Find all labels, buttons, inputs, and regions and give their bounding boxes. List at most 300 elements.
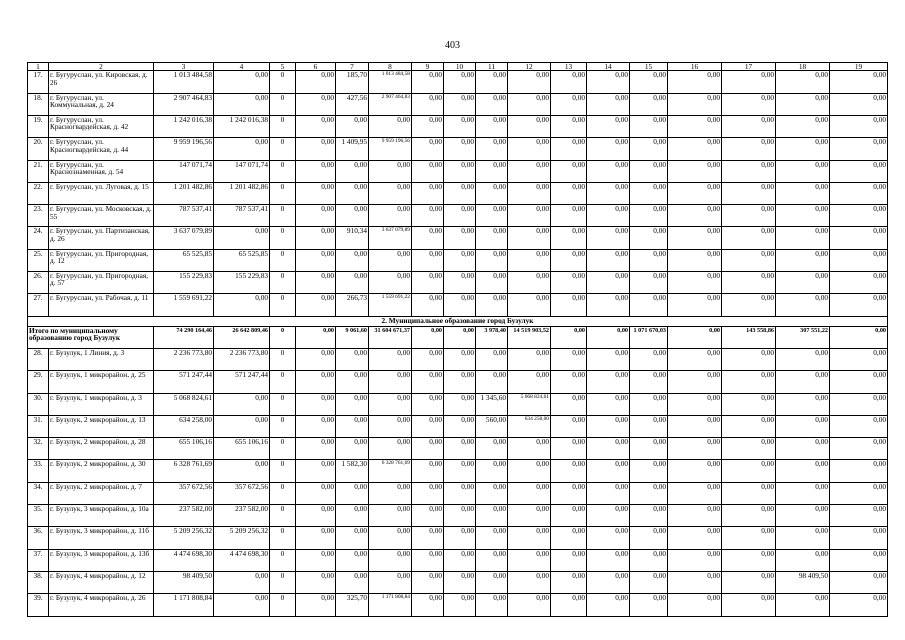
table-row	[28, 415, 888, 437]
value-cell: 0,00	[369, 505, 412, 527]
value-cell: 0,00	[722, 594, 776, 616]
value-cell: 560,00	[476, 415, 508, 437]
value-cell: 0,00	[776, 272, 830, 294]
value-cell: 0,00	[630, 160, 668, 182]
row-number: 31.	[28, 415, 49, 437]
row-number: 37.	[28, 549, 49, 571]
value-cell: 0,00	[587, 594, 630, 616]
value-cell: 0,00	[722, 182, 776, 204]
value-cell: 0,00	[551, 482, 587, 504]
value-cell: 0	[270, 272, 296, 294]
total-value: 14 519 903,52	[508, 326, 551, 348]
value-cell: 0,00	[551, 116, 587, 138]
value-cell: 0,00	[369, 249, 412, 271]
value-cell: 0,00	[508, 527, 551, 549]
value-cell: 266,73	[336, 294, 369, 316]
table-row	[28, 505, 888, 527]
value-cell: 0,00	[412, 415, 444, 437]
value-cell: 0,00	[444, 272, 476, 294]
value-cell: 0,00	[476, 371, 508, 393]
value-cell: 0,00	[444, 571, 476, 593]
value-cell: 0,00	[830, 371, 888, 393]
value-cell: 9 959 196,56	[369, 138, 412, 160]
value-cell: 0,00	[369, 571, 412, 593]
value-cell: 0,00	[776, 116, 830, 138]
value-cell: 0,00	[444, 415, 476, 437]
value-cell: 0,00	[722, 348, 776, 370]
address-cell: г. Бузулук, 4 микрорайон, д. 12	[49, 571, 154, 593]
row-number: 28.	[28, 348, 49, 370]
value-cell: 0	[270, 393, 296, 415]
header-row	[28, 63, 888, 71]
value-cell: 0,00	[296, 71, 336, 93]
value-cell: 2 236 773,80	[214, 348, 270, 370]
value-cell: 0	[270, 527, 296, 549]
value-cell: 0,00	[296, 594, 336, 616]
value-cell: 0,00	[830, 138, 888, 160]
address-cell: г. Бугуруслан, ул. Партизанская, д. 26	[49, 227, 154, 249]
value-cell: 0,00	[630, 549, 668, 571]
value-cell: 0	[270, 294, 296, 316]
value-cell: 237 582,00	[154, 505, 214, 527]
value-cell: 0,00	[776, 294, 830, 316]
value-cell: 0,00	[444, 249, 476, 271]
value-cell: 0,00	[214, 393, 270, 415]
value-cell: 0	[270, 460, 296, 482]
row-number: 20.	[28, 138, 49, 160]
value-cell: 0,00	[412, 371, 444, 393]
row-number: 26.	[28, 272, 49, 294]
value-cell: 0,00	[551, 549, 587, 571]
value-cell: 0,00	[722, 227, 776, 249]
value-cell: 0,00	[668, 294, 722, 316]
table-row	[28, 227, 888, 249]
address-cell: г. Бузулук, 2 микрорайон, д. 28	[49, 438, 154, 460]
value-cell: 0,00	[476, 205, 508, 227]
value-cell: 4 474 698,30	[214, 549, 270, 571]
value-cell: 0,00	[412, 594, 444, 616]
value-cell: 0,00	[630, 348, 668, 370]
value-cell: 0,00	[508, 249, 551, 271]
value-cell: 0,00	[587, 71, 630, 93]
column-header: 4	[214, 63, 270, 71]
value-cell: 0,00	[630, 527, 668, 549]
value-cell: 0,00	[214, 93, 270, 115]
value-cell: 0,00	[336, 371, 369, 393]
value-cell: 634 258,00	[154, 415, 214, 437]
value-cell: 0,00	[830, 393, 888, 415]
row-number: 25.	[28, 249, 49, 271]
value-cell: 0,00	[551, 527, 587, 549]
value-cell: 0,00	[412, 438, 444, 460]
value-cell: 0,00	[296, 272, 336, 294]
column-header: 5	[270, 63, 296, 71]
value-cell: 0,00	[668, 272, 722, 294]
value-cell: 0,00	[587, 393, 630, 415]
value-cell: 0,00	[296, 438, 336, 460]
value-cell: 0,00	[776, 594, 830, 616]
table-row	[28, 116, 888, 138]
value-cell: 0,00	[776, 438, 830, 460]
value-cell: 0,00	[412, 571, 444, 593]
value-cell: 0,00	[476, 71, 508, 93]
value-cell: 185,70	[336, 71, 369, 93]
value-cell: 65 525,85	[154, 249, 214, 271]
value-cell: 0,00	[830, 205, 888, 227]
value-cell: 787 537,41	[214, 205, 270, 227]
value-cell: 0,00	[722, 249, 776, 271]
value-cell: 0,00	[551, 460, 587, 482]
value-cell: 0,00	[412, 348, 444, 370]
value-cell: 0,00	[214, 71, 270, 93]
value-cell: 0,00	[336, 160, 369, 182]
table-row	[28, 71, 888, 93]
value-cell: 0,00	[508, 294, 551, 316]
value-cell: 0,00	[722, 160, 776, 182]
value-cell: 0,00	[296, 571, 336, 593]
value-cell: 0,00	[722, 460, 776, 482]
value-cell: 0,00	[336, 527, 369, 549]
value-cell: 0,00	[830, 348, 888, 370]
value-cell: 98 409,50	[154, 571, 214, 593]
value-cell: 0,00	[412, 205, 444, 227]
value-cell: 1 582,30	[336, 460, 369, 482]
total-value: 0,00	[444, 326, 476, 348]
value-cell: 0,00	[722, 71, 776, 93]
value-cell: 0,00	[412, 138, 444, 160]
value-cell: 325,70	[336, 594, 369, 616]
data-table	[27, 62, 888, 617]
value-cell: 0,00	[722, 393, 776, 415]
value-cell: 0,00	[830, 294, 888, 316]
value-cell: 0,00	[551, 393, 587, 415]
value-cell: 0,00	[369, 482, 412, 504]
value-cell: 0,00	[630, 249, 668, 271]
value-cell: 0,00	[668, 227, 722, 249]
column-header: 7	[336, 63, 369, 71]
value-cell: 0,00	[369, 527, 412, 549]
address-cell: г. Бугуруслан, ул. Кировская, д. 26	[49, 71, 154, 93]
value-cell: 0,00	[412, 482, 444, 504]
value-cell: 0	[270, 71, 296, 93]
value-cell: 0,00	[214, 138, 270, 160]
value-cell: 0	[270, 227, 296, 249]
value-cell: 0,00	[551, 272, 587, 294]
value-cell: 0,00	[776, 393, 830, 415]
total-label: Итого по муниципальному образованию город Бузулук	[28, 326, 154, 348]
table-row	[28, 138, 888, 160]
total-value: 0,00	[296, 326, 336, 348]
value-cell: 0	[270, 505, 296, 527]
value-cell: 0,00	[776, 249, 830, 271]
value-cell: 0,00	[587, 527, 630, 549]
address-cell: г. Бугуруслан, ул. Красногвардейская, д. 42	[49, 116, 154, 138]
column-header: 19	[830, 63, 888, 71]
value-cell: 0,00	[830, 93, 888, 115]
value-cell: 0,00	[776, 371, 830, 393]
column-header: 9	[412, 63, 444, 71]
total-value: 1 071 670,03	[630, 326, 668, 348]
row-number: 38.	[28, 571, 49, 593]
value-cell: 5 209 256,32	[154, 527, 214, 549]
value-cell: 0,00	[296, 138, 336, 160]
total-value: 9 061,60	[336, 326, 369, 348]
value-cell: 0,00	[722, 138, 776, 160]
row-number: 29.	[28, 371, 49, 393]
value-cell: 0,00	[296, 371, 336, 393]
value-cell: 0,00	[412, 182, 444, 204]
value-cell: 0,00	[296, 182, 336, 204]
value-cell: 0,00	[776, 71, 830, 93]
value-cell: 0,00	[476, 93, 508, 115]
value-cell: 6 328 761,69	[369, 460, 412, 482]
value-cell: 0,00	[214, 594, 270, 616]
value-cell: 655 106,16	[214, 438, 270, 460]
value-cell: 0,00	[508, 549, 551, 571]
value-cell: 0,00	[630, 182, 668, 204]
value-cell: 0,00	[551, 138, 587, 160]
value-cell: 0,00	[830, 415, 888, 437]
value-cell: 0,00	[444, 482, 476, 504]
value-cell: 0,00	[668, 160, 722, 182]
value-cell: 0,00	[830, 505, 888, 527]
value-cell: 0	[270, 415, 296, 437]
value-cell: 0,00	[444, 393, 476, 415]
value-cell: 0,00	[551, 294, 587, 316]
value-cell: 0,00	[551, 571, 587, 593]
value-cell: 237 582,00	[214, 505, 270, 527]
value-cell: 0,00	[587, 205, 630, 227]
value-cell: 0,00	[476, 571, 508, 593]
value-cell: 0,00	[776, 505, 830, 527]
value-cell: 0,00	[412, 272, 444, 294]
value-cell: 0,00	[551, 71, 587, 93]
value-cell: 0,00	[551, 348, 587, 370]
row-number: 27.	[28, 294, 49, 316]
value-cell: 0,00	[668, 116, 722, 138]
value-cell: 655 106,16	[154, 438, 214, 460]
value-cell: 0,00	[722, 272, 776, 294]
value-cell: 3 637 079,89	[369, 227, 412, 249]
value-cell: 0,00	[296, 249, 336, 271]
value-cell: 2 907 464,83	[369, 93, 412, 115]
value-cell: 0,00	[412, 227, 444, 249]
value-cell: 0,00	[668, 527, 722, 549]
value-cell: 5 209 256,32	[214, 527, 270, 549]
value-cell: 0,00	[369, 438, 412, 460]
value-cell: 0,00	[668, 71, 722, 93]
value-cell: 0,00	[830, 594, 888, 616]
value-cell: 0,00	[508, 594, 551, 616]
value-cell: 0,00	[551, 415, 587, 437]
value-cell: 0,00	[776, 227, 830, 249]
value-cell: 0,00	[412, 160, 444, 182]
total-value: 0,00	[551, 326, 587, 348]
value-cell: 1 201 482,86	[154, 182, 214, 204]
value-cell: 0,00	[776, 415, 830, 437]
value-cell: 0,00	[630, 116, 668, 138]
column-header: 3	[154, 63, 214, 71]
value-cell: 0,00	[336, 482, 369, 504]
value-cell: 0,00	[444, 438, 476, 460]
value-cell: 0,00	[476, 160, 508, 182]
value-cell: 0,00	[630, 138, 668, 160]
value-cell: 0,00	[587, 294, 630, 316]
value-cell: 0,00	[830, 527, 888, 549]
value-cell: 0,00	[476, 505, 508, 527]
row-number: 35.	[28, 505, 49, 527]
value-cell: 5 068 824,61	[508, 393, 551, 415]
section-row	[28, 316, 888, 326]
value-cell: 0,00	[722, 116, 776, 138]
value-cell: 0,00	[508, 205, 551, 227]
value-cell: 0,00	[369, 348, 412, 370]
value-cell: 0,00	[587, 160, 630, 182]
value-cell: 0,00	[587, 371, 630, 393]
row-number: 23.	[28, 205, 49, 227]
value-cell: 9 959 196,56	[154, 138, 214, 160]
value-cell: 0,00	[369, 182, 412, 204]
value-cell: 0	[270, 438, 296, 460]
table-row	[28, 272, 888, 294]
value-cell: 0,00	[412, 93, 444, 115]
value-cell: 0,00	[476, 182, 508, 204]
value-cell: 0,00	[444, 348, 476, 370]
table-row	[28, 393, 888, 415]
value-cell: 0,00	[476, 116, 508, 138]
value-cell: 357 672,56	[214, 482, 270, 504]
address-cell: г. Бугуруслан, ул. Красногвардейская, д. 44	[49, 138, 154, 160]
value-cell: 5 068 824,61	[154, 393, 214, 415]
value-cell: 0,00	[444, 93, 476, 115]
value-cell: 0,00	[630, 393, 668, 415]
value-cell: 0,00	[444, 505, 476, 527]
value-cell: 0,00	[336, 205, 369, 227]
value-cell: 0,00	[668, 571, 722, 593]
value-cell: 0,00	[508, 272, 551, 294]
value-cell: 0,00	[508, 460, 551, 482]
value-cell: 0,00	[551, 505, 587, 527]
value-cell: 787 537,41	[154, 205, 214, 227]
table-row	[28, 249, 888, 271]
value-cell: 0,00	[830, 249, 888, 271]
total-value: 143 558,86	[722, 326, 776, 348]
row-number: 19.	[28, 116, 49, 138]
value-cell: 1 242 016,38	[154, 116, 214, 138]
value-cell: 155 229,83	[154, 272, 214, 294]
value-cell: 0	[270, 482, 296, 504]
value-cell: 0,00	[444, 138, 476, 160]
value-cell: 571 247,44	[214, 371, 270, 393]
row-number: 36.	[28, 527, 49, 549]
value-cell: 0,00	[214, 227, 270, 249]
address-cell: г. Бузулук, 2 микрорайон, д. 7	[49, 482, 154, 504]
value-cell: 0,00	[476, 227, 508, 249]
value-cell: 0,00	[722, 482, 776, 504]
value-cell: 0,00	[476, 527, 508, 549]
value-cell: 1 171 808,84	[369, 594, 412, 616]
row-number: 32.	[28, 438, 49, 460]
value-cell: 0,00	[296, 415, 336, 437]
value-cell: 0,00	[508, 160, 551, 182]
value-cell: 0,00	[214, 415, 270, 437]
value-cell: 0,00	[830, 460, 888, 482]
value-cell: 0,00	[722, 571, 776, 593]
value-cell: 0,00	[508, 182, 551, 204]
value-cell: 0,00	[476, 438, 508, 460]
value-cell: 0,00	[369, 415, 412, 437]
table-row	[28, 160, 888, 182]
value-cell: 0,00	[444, 71, 476, 93]
value-cell: 0,00	[551, 594, 587, 616]
value-cell: 0,00	[587, 482, 630, 504]
value-cell: 634 258,00	[508, 415, 551, 437]
value-cell: 0,00	[668, 438, 722, 460]
value-cell: 0,00	[444, 371, 476, 393]
value-cell: 0,00	[444, 594, 476, 616]
value-cell: 0,00	[214, 294, 270, 316]
row-number: 34.	[28, 482, 49, 504]
value-cell: 0,00	[830, 571, 888, 593]
value-cell: 0,00	[668, 249, 722, 271]
value-cell: 0	[270, 348, 296, 370]
column-header: 2	[49, 63, 154, 71]
value-cell: 0,00	[476, 249, 508, 271]
value-cell: 0,00	[722, 438, 776, 460]
value-cell: 1 559 691,22	[369, 294, 412, 316]
column-header: 16	[668, 63, 722, 71]
value-cell: 0,00	[630, 438, 668, 460]
value-cell: 0,00	[336, 393, 369, 415]
value-cell: 0,00	[336, 249, 369, 271]
value-cell: 0,00	[476, 549, 508, 571]
table-row	[28, 571, 888, 593]
column-header: 12	[508, 63, 551, 71]
value-cell: 0	[270, 205, 296, 227]
row-number: 21.	[28, 160, 49, 182]
table-row	[28, 371, 888, 393]
value-cell: 1 345,60	[476, 393, 508, 415]
total-value: 0,00	[830, 326, 888, 348]
value-cell: 571 247,44	[154, 371, 214, 393]
value-cell: 0,00	[587, 249, 630, 271]
value-cell: 0,00	[336, 272, 369, 294]
address-cell: г. Бугуруслан, ул. Рабочая, д. 11	[49, 294, 154, 316]
value-cell: 0	[270, 571, 296, 593]
value-cell: 1 171 808,84	[154, 594, 214, 616]
value-cell: 0,00	[296, 227, 336, 249]
value-cell: 910,34	[336, 227, 369, 249]
value-cell: 0,00	[722, 505, 776, 527]
value-cell: 0,00	[296, 160, 336, 182]
total-value: 0,00	[412, 326, 444, 348]
value-cell: 0,00	[587, 438, 630, 460]
value-cell: 0	[270, 93, 296, 115]
value-cell: 0	[270, 182, 296, 204]
value-cell: 0,00	[296, 205, 336, 227]
value-cell: 0,00	[508, 138, 551, 160]
value-cell: 0,00	[369, 116, 412, 138]
row-number: 18.	[28, 93, 49, 115]
value-cell: 4 474 698,30	[154, 549, 214, 571]
value-cell: 0,00	[587, 182, 630, 204]
value-cell: 0,00	[412, 116, 444, 138]
value-cell: 0,00	[412, 71, 444, 93]
value-cell: 0,00	[630, 227, 668, 249]
value-cell: 0,00	[476, 272, 508, 294]
total-value: 26 642 809,46	[214, 326, 270, 348]
value-cell: 0,00	[668, 505, 722, 527]
